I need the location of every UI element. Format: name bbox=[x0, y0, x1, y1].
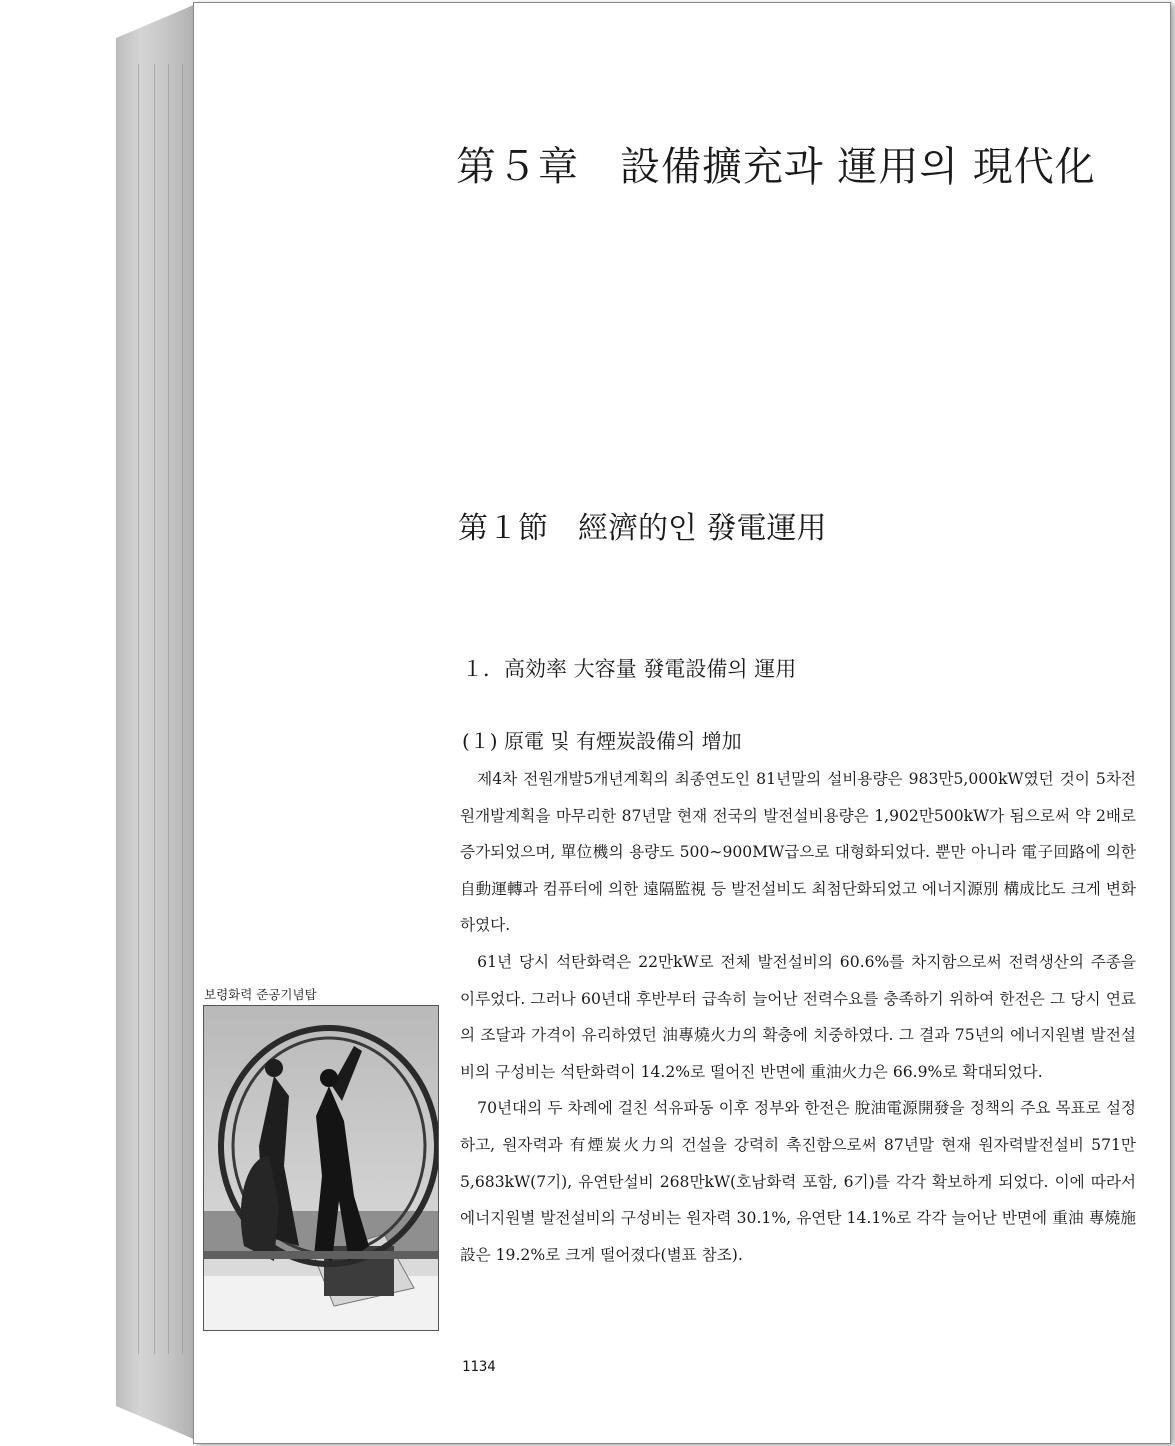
paragraph: 61년 당시 석탄화력은 22만kW로 전체 발전설비의 60.6%를 차지함으로써 전력생산의 주종을 이루었다. 그러나 60년대 후반부터 급속히 늘어난 전력수요를 충족하기 위하여 한전은 그 당시 연료의 조달과 가격이 유리하였던 油專燒火力의 확충에 치중하였다. 그 결과 75년의 에너지원별 발전설비의 구성비는 석탄화력이 14.2%로 떨어진 반면에 重油火力은 66.9%로 확대되었다. bbox=[460, 952, 1136, 1081]
photo-caption: 보령화력 준공기념탑 bbox=[204, 987, 317, 1002]
book-page bbox=[193, 2, 1171, 1444]
section-title: 第１節 經濟的인 發電運用 bbox=[458, 511, 827, 546]
paragraph: 제4차 전원개발5개년계획의 최종연도인 81년말의 설비용량은 983만5,000kW였던 것이 5차전원개발계획을 마무리한 87년말 현재 전국의 발전설비용량은 1,902만500kW가 됨으로써 약 2배로 증가되었으며, 單位機의 용량도 500∼900MW급으로 대형화되었다. 뿐만 아니라 電子回路에 의한 自動運轉과 컴퓨터에 의한 遠隔監視 등 발전설비도 최첨단화되었고 에너지源別 構成比도 크게 변화하였다. bbox=[460, 770, 1136, 935]
subsubsection-title: (１) 原電 및 有煙炭設備의 增加 bbox=[462, 729, 742, 753]
chapter-title: 第５章 設備擴充과 運用의 現代化 bbox=[456, 144, 1096, 190]
book-page-edges bbox=[116, 4, 196, 1440]
subsection-title: １．高効率 大容量 發電設備의 運用 bbox=[462, 657, 797, 681]
monument-photo bbox=[203, 1005, 439, 1331]
body-text bbox=[460, 761, 1136, 1273]
page-number: 1134 bbox=[462, 1359, 496, 1375]
paragraph: 70년대의 두 차례에 걸친 석유파동 이후 정부와 한전은 脫油電源開發을 정책의 주요 목표로 설정하고, 원자력과 有煙炭火力의 건설을 강력히 촉진함으로써 87년말 현재 원자력발전설비 571만5,683kW(7기), 유연탄설비 268만kW(호남화력 포함, 6기)를 각각 확보하게 되었다. 이에 따라서 에너지원별 발전설비의 구성비는 원자력 30.1%, 유연탄 14.1%로 각각 늘어난 반면에 重油 專燒施設은 19.2%로 크게 떨어졌다(별표 참조). bbox=[460, 1099, 1136, 1264]
